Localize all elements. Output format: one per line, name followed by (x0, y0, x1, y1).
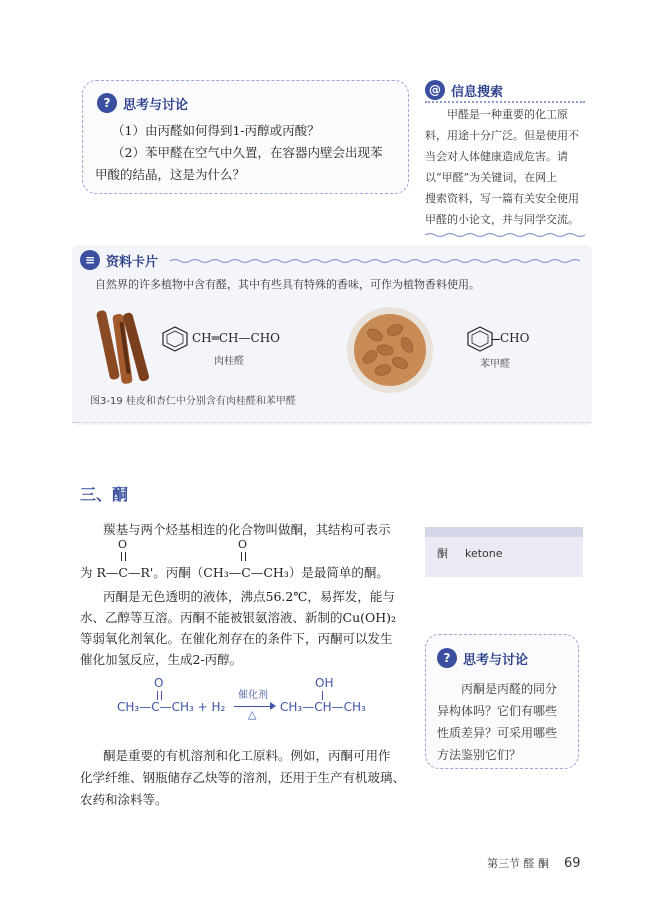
info-search-title: 信息搜索 (451, 84, 504, 100)
vocab-zh: 酮 (437, 547, 448, 560)
think2-line-4: 方法鉴别它们？ (437, 748, 522, 762)
para2-line4: 催化加氢反应，生成2-丙醇。 (80, 652, 243, 667)
think-discuss-title-1: 思考与讨论 (123, 97, 189, 113)
carbonyl-double-bond-1 (121, 552, 126, 561)
think2-line-2: 异构体吗？它们有哪些 (437, 704, 558, 718)
vocab-card (425, 527, 583, 577)
info-line-2: 料，用途十分广泛。但是使用不 (425, 129, 579, 142)
info-line-1: 甲醛是一种重要的化工原 (447, 108, 568, 121)
para3-line3: 农药和涂料等。 (80, 792, 168, 807)
info-search-header (425, 80, 503, 100)
para1-line1: 羰基与两个烃基相连的化合物叫做酮，其结构可表示 (103, 522, 391, 537)
data-card-text: 自然界的许多植物中含有醛，其中有些具有特殊的香味，可作为植物香料使用。 (95, 278, 480, 291)
think-discuss-header-1 (97, 93, 188, 113)
para2-line1: 丙酮是无色透明的液体，沸点56.2℃，易挥发，能与 (103, 589, 395, 604)
benzaldehyde-bond (492, 339, 500, 340)
reaction-arrow (234, 706, 274, 707)
reaction-oh-label: OH (315, 676, 334, 690)
carbonyl-double-bond-2 (241, 552, 246, 561)
reaction-right: CH₃—CH—CH₃ (280, 700, 366, 714)
almonds-plate-image (345, 305, 435, 395)
data-card-header (80, 250, 158, 270)
carbonyl-o-2: O (238, 538, 248, 551)
benzaldehyde-formula: CHO (500, 331, 530, 345)
data-card-title: 资料卡片 (106, 254, 159, 270)
reaction-double-bond (157, 691, 162, 700)
reaction-heat: △ (248, 708, 257, 721)
figure-caption: 图3-19 桂皮和杏仁中分别含有肉桂醛和苯甲醛 (90, 396, 296, 407)
info-line-3: 当会对人体健康造成危害。请 (425, 150, 568, 163)
footer (487, 855, 581, 871)
think-q2a: （2）苯甲醛在空气中久置，在容器内壁会出现苯 (112, 145, 383, 160)
section-heading: 三、酮 (80, 485, 129, 504)
cinnamaldehyde-name: 肉桂醛 (214, 356, 244, 367)
think-q1: （1）由丙醛如何得到1-丙醇或丙酸？ (112, 123, 320, 138)
cinnamon-sticks-image (95, 308, 155, 388)
para2-line2: 水、乙醇等互溶。丙酮不能被银氨溶液、新制的Cu(OH)₂ (80, 610, 397, 625)
data-card-wave (170, 258, 588, 264)
para1-line2: 为 R—C—R'。丙酮（CH₃—C—CH₃）是最简单的酮。 (80, 565, 389, 580)
think2-body (437, 678, 572, 766)
info-line-4: 以“甲醛”为关键词，在网上 (425, 171, 558, 184)
benzaldehyde-name: 苯甲醛 (480, 359, 510, 370)
discussion-icon: ? (97, 93, 117, 113)
data-card-bottom-rule (72, 422, 592, 423)
reaction-left: CH₃—C—CH₃ + H₂ (117, 700, 226, 714)
reaction-catalyst: 催化剂 (238, 690, 268, 701)
info-search-body (425, 104, 590, 230)
reaction-o-label: O (154, 676, 164, 690)
para3-line1: 酮是重要的有机溶剂和化工原料。例如，丙酮可用作 (103, 748, 391, 763)
reaction-arrow-head (270, 702, 276, 710)
think-discuss-header-2 (437, 648, 528, 668)
carbonyl-o-1: O (118, 538, 128, 551)
think-q2b: 甲酸的结晶，这是为什么？ (95, 167, 246, 182)
reaction-oh-bond (322, 691, 323, 700)
vocab-en: ketone (465, 547, 503, 560)
think-discuss-title-2: 思考与讨论 (463, 652, 529, 668)
think2-line-3: 性质差异？可采用哪些 (437, 726, 558, 740)
info-line-5: 搜索资料，写一篇有关安全使用 (425, 192, 579, 205)
info-search-top-rule (425, 101, 585, 103)
benzaldehyde-benzene-ring (465, 325, 495, 353)
card-icon: ≡ (80, 250, 100, 270)
discussion-icon-2: ? (437, 648, 457, 668)
footer-section: 第三节 醛 酮 (487, 857, 549, 870)
think2-line-1: 丙酮是丙醛的同分 (461, 682, 558, 696)
cinnamaldehyde-benzene-ring (160, 325, 190, 353)
para2-line3: 等弱氧化剂氧化。在催化剂存在的条件下，丙酮可以发生 (80, 631, 393, 646)
info-line-6: 甲醛的小论文，并与同学交流。 (425, 213, 579, 226)
page-number: 69 (564, 856, 581, 871)
para3-line2: 化学纤维、钢瓶储存乙炔等的溶剂，还用于生产有机玻璃、 (80, 770, 406, 785)
at-sign-icon: @ (425, 80, 445, 100)
info-search-bottom-wave (425, 232, 590, 238)
cinnamaldehyde-formula: CH═CH—CHO (192, 331, 281, 345)
